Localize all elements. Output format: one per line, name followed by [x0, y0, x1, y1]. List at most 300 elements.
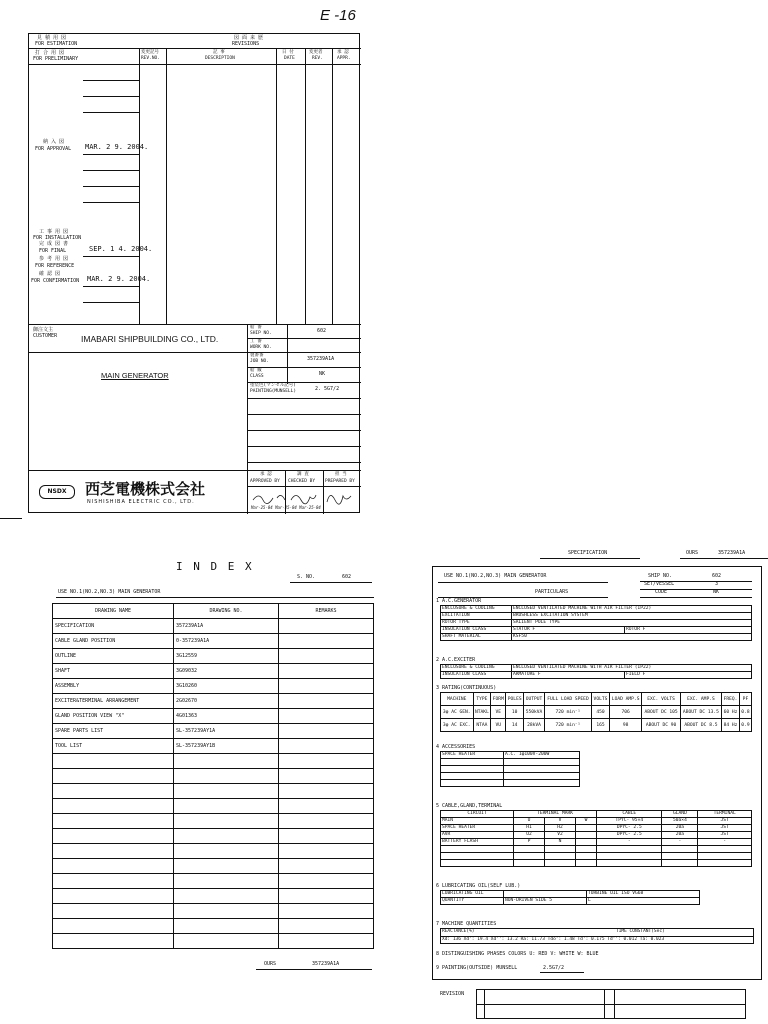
lub-row [441, 891, 700, 898]
spec-use: USE NO.1(NO.2,NO.3) MAIN GENERATOR [444, 573, 547, 579]
rating-header-cell: FREQ. [722, 693, 740, 706]
remarks-cell [279, 784, 374, 799]
index-row [53, 649, 374, 664]
remarks-cell [279, 724, 374, 739]
remarks-cell [279, 934, 374, 949]
rule [247, 430, 361, 431]
rating-header-cell: FORM [491, 693, 506, 706]
rule [484, 989, 485, 1019]
rule [640, 589, 752, 590]
remarks-cell [279, 799, 374, 814]
rating-cell: 60 Hz [722, 706, 740, 719]
cable-header-terminal: TERMINAL MARK [514, 811, 597, 818]
rating-cell: 14 [506, 719, 524, 732]
field-ship: SHIP NO. [250, 331, 272, 336]
spec-item-cell: EXCITATION [441, 613, 512, 620]
rating-row [441, 719, 752, 732]
remarks-cell [279, 649, 374, 664]
purpose-approval-jp: 納 入 図 [43, 139, 65, 145]
spec-s6: 6 LUBRICATING OIL(SELF LUB.) [436, 883, 521, 889]
rating-header-cell: PF [739, 693, 751, 706]
drawing-name-cell [53, 769, 174, 784]
remarks-cell [279, 874, 374, 889]
approved-jp: 承 認 [260, 472, 272, 477]
rule [247, 367, 361, 368]
col-appr: APPR. [337, 56, 351, 61]
cable-cell: TPYC- 95×4 [597, 818, 662, 825]
rating-cell: VU [491, 719, 506, 732]
spec-item-cell: ROTOR TYPE [441, 620, 512, 627]
drawing-no-cell: 3G10260 [174, 679, 279, 694]
rating-cell: ABOUT DC 105 [642, 706, 680, 719]
cable-cell [514, 846, 545, 853]
cable-cell: W [576, 818, 597, 825]
drawing-name-cell [53, 829, 174, 844]
remarks-cell [279, 634, 374, 649]
cable-header-gland: GLAND [662, 811, 698, 818]
cable-cell [698, 846, 752, 853]
index-row [53, 904, 374, 919]
spec-item-cell: INSULATION CLASS [441, 672, 512, 679]
spec-s3: 3 RATING(CONTINUOUS) [436, 685, 497, 691]
accessory-value-cell: A.C. 1φ100V-200W [504, 752, 580, 759]
rule [29, 470, 361, 471]
stamp-revisions-jp: 図 面 来 歴 [234, 35, 264, 41]
spec-value-cell: ENCLOSED VENTILATED MACHINE WITH AIR FILTER (IP22) [512, 665, 752, 672]
spec-value-cell: ARMATURE F [512, 672, 625, 679]
rule [540, 558, 640, 559]
accessory-value-cell [504, 780, 580, 787]
remarks-cell [279, 919, 374, 934]
cable-cell: U [514, 818, 545, 825]
rule [247, 338, 361, 339]
rule [256, 969, 372, 970]
customer-jp: 御注文主 [33, 327, 54, 333]
drawing-no-cell [174, 934, 279, 949]
index-row [53, 754, 374, 769]
s1-row [441, 634, 752, 641]
cable-cell [576, 839, 597, 846]
cable-row [441, 853, 752, 860]
rating-header-cell: FULL LOAD SPEED [544, 693, 591, 706]
accessory-row [441, 766, 580, 773]
accessory-row [441, 780, 580, 787]
rating-cell: ABOUT DC 90 [642, 719, 680, 732]
rule [29, 48, 361, 49]
drawing-name-cell: OUTLINE [53, 649, 174, 664]
remarks-cell [279, 709, 374, 724]
col-date: DATE [284, 56, 295, 61]
cable-cell [576, 853, 597, 860]
cable-cell: H1 [514, 825, 545, 832]
cable-cell: 20a [662, 825, 698, 832]
index-row [53, 934, 374, 949]
cable-cell [662, 860, 698, 867]
drawing-no-cell: 357239A1A [174, 619, 279, 634]
s2-row [441, 665, 752, 672]
cable-cell: V [545, 818, 576, 825]
stamp-revisions: REVISIONS [232, 41, 260, 47]
cable-row [441, 846, 752, 853]
index-row [53, 919, 374, 934]
drawing-name-cell [53, 874, 174, 889]
cable-cell [597, 846, 662, 853]
cable-row [441, 825, 752, 832]
lub-item-cell: QUANTITY [441, 898, 504, 905]
remarks-cell [279, 679, 374, 694]
drawing-name-cell [53, 799, 174, 814]
rule [29, 64, 361, 65]
index-row [53, 709, 374, 724]
index-row [53, 724, 374, 739]
s2-row [441, 672, 752, 679]
field-job-jp: 製番番 [250, 353, 264, 358]
cable-row [441, 860, 752, 867]
spec-value-cell: ROTOR F [625, 627, 752, 634]
signature-dates: Mar-25-04 Mar-25-04 Mar-25-04 [251, 505, 321, 510]
field-class-jp: 船 級 [250, 368, 262, 373]
cable-header-cable: CABLE [597, 811, 662, 818]
col-date-jp: 日 付 [282, 50, 294, 55]
cable-cell: 50a×4 [662, 818, 698, 825]
field-work: WORK NO. [250, 345, 272, 350]
accessory-value-cell [504, 759, 580, 766]
rule [247, 414, 361, 415]
rating-cell: 550kVA [524, 706, 545, 719]
cable-cell [545, 846, 576, 853]
drawing-no-cell [174, 919, 279, 934]
rule [680, 558, 768, 559]
rule [438, 582, 608, 583]
approval-date: MAR. 2 9. 2004. [85, 143, 149, 151]
checked-label: CHECKED BY [288, 479, 316, 484]
rule [83, 112, 139, 113]
index-sno-label: S. NO. [297, 574, 316, 580]
remarks-cell [279, 619, 374, 634]
purpose-final: FOR FINAL [39, 248, 67, 254]
spec-item-cell: SHAFT MATERIAL [441, 634, 512, 641]
field-class-value: NK [319, 371, 326, 377]
drawing-no-cell: SL-357239AY1B [174, 739, 279, 754]
index-title: I N D E X [176, 560, 254, 573]
rating-header-cell: VOLTS [592, 693, 610, 706]
purpose-preliminary: FOR PRELIMINARY [33, 56, 79, 62]
customer-label: CUSTOMER [33, 333, 58, 339]
purpose-installation: FOR INSTALLATION [33, 235, 82, 241]
cable-cell [576, 832, 597, 839]
remarks-cell [279, 844, 374, 859]
rating-cell: 0.8 [739, 706, 751, 719]
drawing-name-cell: ASSEMBLY [53, 679, 174, 694]
spec-value-cell: ENCLOSED VENTILATED MACHINE WITH AIR FILTER (IP22) [512, 606, 752, 613]
accessory-name-cell: SPACE HEATER [441, 752, 504, 759]
cable-cell [545, 860, 576, 867]
drawing-no-cell [174, 784, 279, 799]
cable-cell: N [545, 839, 576, 846]
cable-cell [545, 853, 576, 860]
drawing-name-cell [53, 919, 174, 934]
rule [29, 352, 247, 353]
field-job-value: 357239A1A [307, 356, 335, 362]
index-col-name: DRAWING NAME [53, 604, 174, 619]
cable-cell: 20a [662, 832, 698, 839]
s1-row [441, 620, 752, 627]
accessory-row [441, 759, 580, 766]
rating-header-cell: OUTPUT [524, 693, 545, 706]
rule [83, 96, 139, 97]
spec-value-cell: FIELD F [625, 672, 752, 679]
rating-cell: 98 [609, 719, 642, 732]
drawing-name-cell: CABLE GLAND POSITION [53, 634, 174, 649]
drawing-name-cell: SPARE PARTS LIST [53, 724, 174, 739]
col-desc: DESCRIPTION [205, 56, 235, 61]
lub-value-cell: TURBINE OIL ISO VG68 [587, 891, 700, 898]
spec-s2: 2 A.C.EXCITER [436, 657, 476, 663]
cable-header-terminal-type: TERMINAL [698, 811, 752, 818]
rule [56, 597, 374, 598]
cable-cell [514, 860, 545, 867]
cable-cell [441, 860, 514, 867]
spec-set-label: SET/VESSEL [644, 581, 675, 587]
index-row [53, 844, 374, 859]
index-row [53, 829, 374, 844]
drawing-name-cell [53, 844, 174, 859]
rating-header-cell: LOAD AMP.S [609, 693, 642, 706]
rating-cell: 10 [506, 706, 524, 719]
rating-cell: 84 Hz [722, 719, 740, 732]
purpose-reference: FOR REFERENCE [35, 263, 75, 269]
rule [166, 48, 167, 324]
confirmation-date: MAR. 2 9. 2004. [87, 275, 151, 283]
cable-cell: AVR [441, 832, 514, 839]
index-header-row [53, 604, 374, 619]
index-sno: 602 [342, 574, 352, 580]
drawing-no-cell [174, 799, 279, 814]
col-rev: REV.NO. [141, 56, 160, 61]
spec-s1: 1 A.C.GENERATOR [436, 598, 482, 604]
approved-label: APPROVED BY [250, 479, 280, 484]
col-rev-jp: 変更記号 [141, 50, 159, 55]
remarks-cell [279, 829, 374, 844]
rule [247, 446, 361, 447]
drawing-no-cell [174, 814, 279, 829]
drawing-no-cell [174, 829, 279, 844]
cable-cell: H2 [545, 825, 576, 832]
lub-item-cell: LUBRICATING OIL [441, 891, 504, 898]
spec-ours: 357239A1A [718, 550, 746, 556]
remarks-cell [279, 904, 374, 919]
stamp-sheet [28, 33, 360, 513]
drawing-no-cell: 4G01363 [174, 709, 279, 724]
cable-cell: JST [698, 832, 752, 839]
rating-row [441, 706, 752, 719]
purpose-approval: FOR APPROVAL [35, 146, 72, 152]
cable-cell: SPACE HEATER [441, 825, 514, 832]
rating-cell: 3φ AC GEN. [441, 706, 474, 719]
remarks-cell [279, 889, 374, 904]
cable-cell [597, 860, 662, 867]
cable-cell: MAIN [441, 818, 514, 825]
s1-row [441, 627, 752, 634]
rating-cell: NTAA [473, 719, 491, 732]
cable-cell: P [514, 839, 545, 846]
spec-value-cell: SALIENT POLE TYPE [512, 620, 752, 627]
spec-item-cell: ENCLOSURE & COOLING [441, 665, 512, 672]
prepared-label: PREPARED BY [325, 479, 355, 484]
index-row [53, 859, 374, 874]
drawing-name-cell [53, 814, 174, 829]
drawing-no-cell: 3G12559 [174, 649, 279, 664]
spec-item-cell: ENCLOSURE & COOLING [441, 606, 512, 613]
spec-title: SPECIFICATION [568, 550, 608, 556]
spec-lub-table [440, 890, 700, 905]
field-ship-value: 602 [317, 328, 327, 334]
drawing-no-cell [174, 844, 279, 859]
spec-s9-label: 9 PAINTING(OUTSIDE) MUNSELL [436, 965, 518, 971]
index-table [52, 603, 374, 949]
accessory-value-cell [504, 766, 580, 773]
drawing-no-cell: 2G02670 [174, 694, 279, 709]
rule [83, 286, 139, 287]
reactance-label: REACTANCE(%) [442, 929, 475, 934]
rating-cell: 706 [609, 706, 642, 719]
rule [83, 256, 139, 257]
remarks-cell [279, 664, 374, 679]
cable-cell [698, 860, 752, 867]
cable-cell [441, 846, 514, 853]
rule [276, 48, 277, 324]
field-paint-value: 2. 5G7/2 [315, 386, 340, 392]
rating-cell: 28kVA [524, 719, 545, 732]
cable-cell [576, 846, 597, 853]
cable-cell: JST [698, 818, 752, 825]
purpose-installation-jp: 工 事 用 図 [39, 229, 69, 235]
accessory-name-cell [441, 773, 504, 780]
index-row [53, 799, 374, 814]
spec-item-cell: INSULATION CLASS [441, 627, 512, 634]
rating-header-cell: TYPE [473, 693, 491, 706]
doc-mark: E -16 [320, 7, 356, 24]
rule [29, 324, 361, 325]
cable-row [441, 832, 752, 839]
drawing-no-cell [174, 904, 279, 919]
rule [83, 202, 139, 203]
rating-cell: 720 min⁻¹ [544, 719, 591, 732]
cable-cell: V2 [545, 832, 576, 839]
drawing-name-cell [53, 754, 174, 769]
drawing-name-cell: SPECIFICATION [53, 619, 174, 634]
rule [332, 48, 333, 324]
spec-value-cell: KSF50 [512, 634, 752, 641]
s1-row [441, 613, 752, 620]
final-date: SEP. 1 4. 2004. [89, 245, 153, 253]
drawing-name-cell [53, 859, 174, 874]
col-rev2: REV. [312, 56, 323, 61]
rating-header-cell: MACHINE [441, 693, 474, 706]
drawing-name-cell: SHAFT [53, 664, 174, 679]
spec-s7: 7 MACHINE QUANTITIES [436, 921, 497, 927]
field-work-jp: 工 番 [250, 339, 262, 344]
margin-line [0, 518, 22, 519]
index-row [53, 664, 374, 679]
lub-value-cell [504, 891, 587, 898]
rule [305, 48, 306, 324]
col-rev2-jp: 変更者 [309, 50, 323, 55]
purpose-preliminary-jp: 打 合 用 図 [35, 50, 65, 56]
purpose-final-jp: 完 成 図 書 [39, 241, 69, 247]
cable-cell: - [698, 839, 752, 846]
field-paint: PAINTING(MUNSELL) [250, 389, 297, 394]
rule [287, 324, 288, 384]
accessory-name-cell [441, 759, 504, 766]
rating-cell: VE [491, 706, 506, 719]
spec-value-cell: STATOR F [512, 627, 625, 634]
index-row [53, 739, 374, 754]
purpose-confirmation: FOR CONFIRMATION [31, 278, 80, 284]
cable-cell: BATTERY FLASH [441, 839, 514, 846]
index-row [53, 814, 374, 829]
rule [83, 154, 139, 155]
index-row [53, 619, 374, 634]
rating-cell: ABOUT DC 8.5 [680, 719, 721, 732]
cable-cell [662, 846, 698, 853]
field-class: CLASS [250, 374, 264, 379]
rating-cell: NTAKL [473, 706, 491, 719]
purpose-confirmation-jp: 確 認 図 [39, 271, 61, 277]
machine-quantities: Xd: 136 Xd': 19.4 Xd'': 13.2 Ra: 11.73 Tdo': 1.48 Td': 0.175 Td'': 0.012 Ta: 0.023 [442, 937, 665, 942]
index-use: USE NO.1(NO.2,NO.3) MAIN GENERATOR [58, 589, 161, 595]
remarks-cell [279, 694, 374, 709]
accessory-row [441, 773, 580, 780]
cable-cell: - [597, 839, 662, 846]
remarks-cell [279, 814, 374, 829]
customer-name: IMABARI SHIPBUILDING CO., LTD. [81, 334, 219, 344]
cable-cell [514, 853, 545, 860]
spec-acc-table [440, 751, 580, 787]
drawing-title: MAIN GENERATOR [101, 371, 169, 380]
cable-cell: U2 [514, 832, 545, 839]
index-row [53, 679, 374, 694]
rating-cell: 720 min⁻¹ [544, 706, 591, 719]
cable-header-circuit: CIRCUIT [441, 811, 514, 818]
prepared-jp: 担 当 [335, 472, 347, 477]
rule [83, 302, 139, 303]
field-paint-jp: 塗装色(マンセル記号) [250, 383, 296, 388]
spec-s4: 4 ACCESSORIES [436, 744, 476, 750]
stamp-estimation-jp: 見 積 用 図 [37, 35, 67, 41]
checked-jp: 調 査 [297, 472, 309, 477]
rule [247, 462, 361, 463]
rule [614, 989, 615, 1019]
spec-s8: 8 DISTINGUISHING PHASES COLORS U: RED V: WHITE W: BLUE [436, 951, 599, 957]
rating-cell: ABOUT DC 13.5 [680, 706, 721, 719]
rule [604, 989, 605, 1019]
index-row [53, 769, 374, 784]
rule [83, 170, 139, 171]
cable-cell: - [662, 839, 698, 846]
index-row [53, 634, 374, 649]
index-row [53, 784, 374, 799]
rule [83, 186, 139, 187]
cable-cell [698, 853, 752, 860]
remarks-cell [279, 739, 374, 754]
rating-cell: 450 [592, 706, 610, 719]
rule [247, 486, 361, 487]
rule [247, 352, 361, 353]
drawing-no-cell [174, 889, 279, 904]
cable-row [441, 818, 752, 825]
field-ship-jp: 船 番 [250, 325, 262, 330]
